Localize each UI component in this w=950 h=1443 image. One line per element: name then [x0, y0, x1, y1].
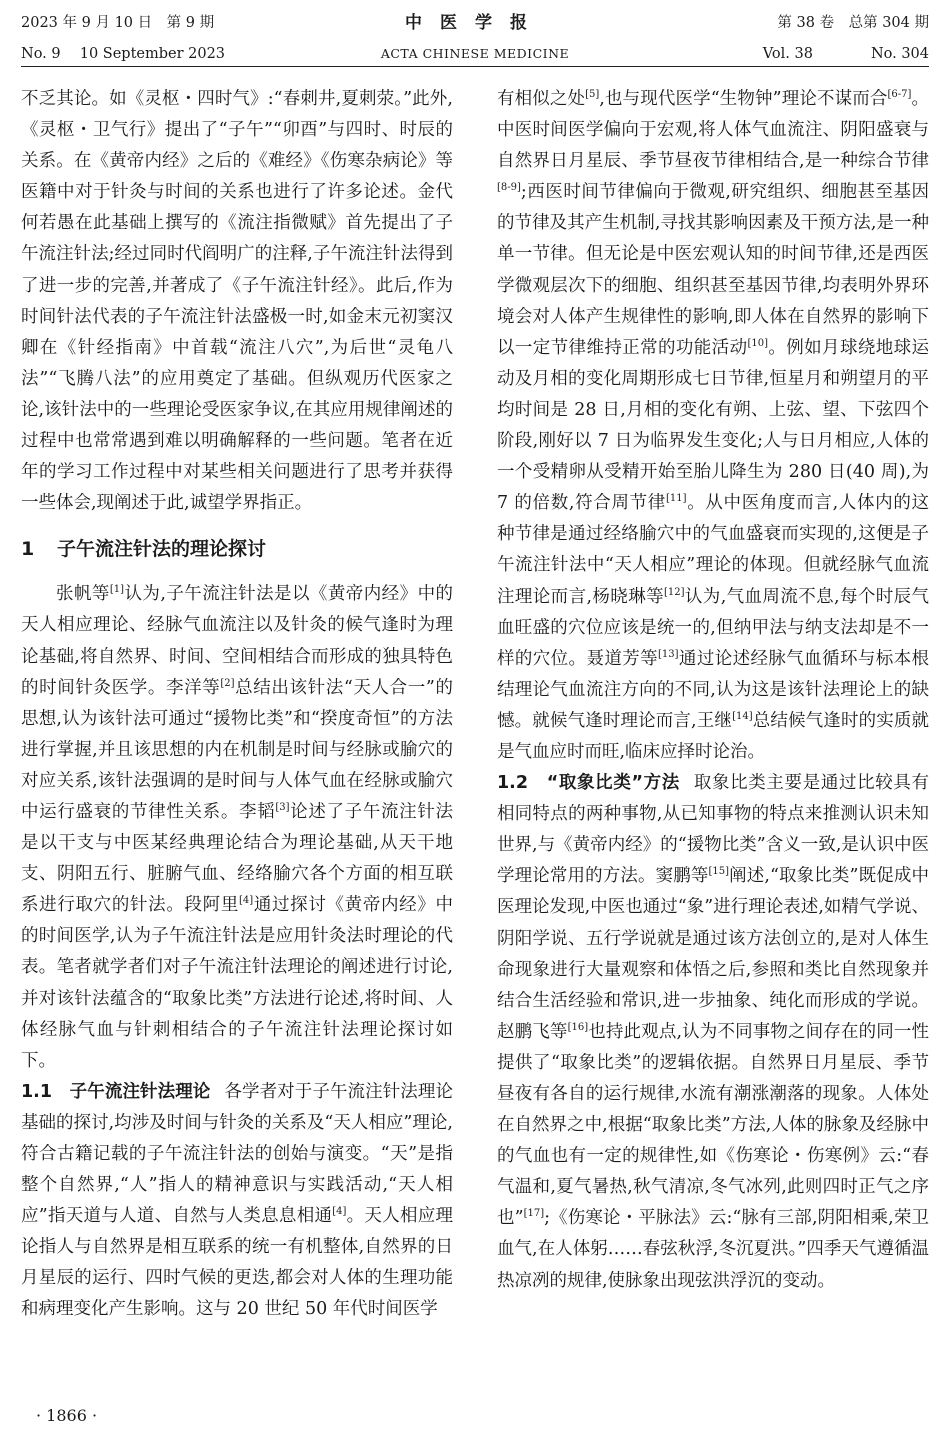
- paragraph: 有相似之处[5],也与现代医学“生物钟”理论不谋而合[6-7]。中医时间医学偏向于宏观,将人体气血流注、阴阳盛衰与自然界日月星辰、季节昼夜节律相结合,是一种综合节律[8-9];西医时间节律偏向于微观,研究组织、细胞甚至基因的节律及其产生机制,寻找其影响因素及干预方法,是一种单一节律。但无论是中医宏观认知的时间节律,还是西医学微观层次下的细胞、组织甚至基因节律,均表明外界环境会对人体产生规律性的影响,即人体在自然界的影响下以一定节律维持正常的功能活动[10]。例如月球绕地球运动及月相的变化周期形成七日节律,恒星月和朔望月的平均时间是 28 日,月相的变化有朔、上弦、望、下弦四个阶段,刚好以 7 日为临界发生变化;人与日月相应,人体的一个受精卵从受精开始至胎儿降生为 280 日(40 周),为 7 的倍数,符合周节律[11]。从中医角度而言,人体内的这种节律是通过经络腧穴中的气血盛衰而实现的,这便是子午流注针法中“天人相应”理论的体现。但就经脉气血流注理论而言,杨晓琳等[12]认为,气血周流不息,每个时辰气血旺盛的穴位应该是统一的,但纳甲法与纳支法却是不一样的穴位。聂道芳等[13]通过论述经脉气血循环与标本根结理论气血流注方向的不同,认为这是该针法理论上的缺憾。就候气逢时理论而言,王继[14]总结候气逢时的实质就是气血应时而旺,临床应择时论治。: [497, 89, 929, 762]
- citation: [11]: [665, 493, 687, 505]
- subsection-paragraph: 1.1 子午流注针法理论 各学者对于子午流注针法理论基础的探讨,均涉及时间与针灸的关系及“天人相应”理论,符合古籍记载的子午流注针法的创始与演变。“天”是指整个自然界,“人”指人的精神意识与实践活动,“天人相应”指天道与人道、自然与人类息息相通[4]。天人相应理论指人与自然界是相互联系的统一有机整体,自然界的日月星辰的运行、四时气候的更迭,都会对人体的生理功能和病理变化产生影响。这与 20 世纪 50 年代时间医学: [21, 1081, 453, 1320]
- section-heading: [21, 533, 453, 565]
- subsection-title: 1.1 子午流注针法理论: [21, 1081, 211, 1102]
- citation: [5]: [585, 89, 600, 100]
- section-number: 1: [21, 538, 35, 561]
- issue-date-en: No. 9 10 September 2023: [21, 46, 226, 62]
- citation: [17]: [523, 1208, 545, 1220]
- section-title: 子午流注针法的理论探讨: [57, 538, 267, 561]
- citation: [3]: [275, 801, 290, 813]
- citation: [12]: [663, 586, 685, 598]
- citation: [4]: [239, 895, 254, 907]
- intro-paragraph: 不乏其论。如《灵枢・四时气》:“春刺井,夏刺荥。”此外,《灵枢・卫气行》提出了“子午”“卯酉”与四时、时辰的关系。在《黄帝内经》之后的《难经》《伤寒杂病论》等医籍中对于针灸与时间的关系也进行了许多论述。金代何若愚在此基础上撰写的《流注指微赋》首先提出了子午流注针法;经过同时代阎明广的注释,子午流注针法得到了进一步的完善,并著成了《子午流注针经》。此后,作为时间针法代表的子午流注针法盛极一时,如金末元初窦汉卿在《针经指南》中首载“流注八穴”,为后世“灵龟八法”“飞腾八法”的应用奠定了基础。但纵观历代医家之论,该针法中的一些理论受医家争议,在其应用规律阐述的过程中也常常遇到难以明确解释的一些问题。笔者在近年的学习工作过程中对某些相关问题进行了思考并获得一些体会,现阐述于此,诚望学界指正。: [21, 89, 453, 514]
- left-column: [21, 84, 453, 1414]
- citation: [14]: [732, 710, 753, 722]
- paragraph: 张帆等[1]认为,子午流注针法是以《黄帝内经》中的天人相应理论、经脉气血流注以及针灸的候气逢时为理论基础,将自然界、时间、空间相结合而形成的独具特色的时间针灸医学。李洋等[2]总结出该针法“天人合一”的思想,认为该针法可通过“援物比类”和“揆度奇恒”的方法进行掌握,并且该思想的内在机制是时间与经脉或腧穴的对应关系,该针法强调的是时间与人体气血在经脉或腧穴中运行盛衰的节律性关系。李韬[3]论述了子午流注针法是以干支与中医某经典理论结合为理论基础,从天干地支、阴阳五行、脏腑气血、经络腧穴各个方面的相互联系进行取穴的针法。段阿里[4]通过探讨《黄帝内经》中的时间医学,认为子午流注针法是应用针灸法时理论的代表。笔者就学者们对子午流注针法理论的阐述进行讨论,并对该针法蕴含的“取象比类”方法进行论述,将时间、人体经脉气血与针刺相结合的子午流注针法理论探讨如下。: [21, 584, 453, 1071]
- subsection-paragraph: 1.2 “取象比类”方法 取象比类主要是通过比较具有相同特点的两种事物,从已知事物的特点来推测认识未知世界,与《黄帝内经》的“援物比类”含义一致,是认识中医学理论常用的方法。窦鹏等[15]阐述,“取象比类”既促成中医理论发现,中医也通过“象”进行理论表述,如精气学说、阴阳学说、五行学说就是通过该方法创立的,是对人体生命现象进行大量观察和体悟之后,参照和类比自然现象并结合生活经验和常识,进一步抽象、纯化而形成的学说。赵鹏飞等[16]也持此观点,认为不同事物之间存在的同一性提供了“取象比类”的逻辑依据。自然界日月星辰、季节昼夜有各自的运行规律,水流有潮涨潮落的现象。人体处在自然界之中,根据“取象比类”方法,人体的脉象及经脉中的气血也有一定的规律性,如《伤寒论・伤寒例》云:“春气温和,夏气暑热,秋气清凉,冬气冰列,此则四时正气之序也”[17];《伤寒论・平脉法》云:“脉有三部,阴阳相乘,荣卫血气,在人体躬……春弦秋浮,冬沉夏洪。”四季天气遵循温热凉冽的规律,使脉象出现弦洪浮沉的变动。: [497, 773, 929, 1291]
- citation: [10]: [747, 337, 768, 349]
- volume-info-cn: 第 38 卷 总第 304 期: [777, 15, 929, 31]
- citation: [2]: [220, 677, 235, 689]
- journal-header-bottom: [21, 45, 929, 65]
- citation: [15]: [708, 866, 730, 878]
- header-rule: [21, 66, 929, 67]
- journal-header-top: [21, 14, 929, 34]
- page-number: · 1866 ·: [36, 1406, 98, 1425]
- citation: [8-9]: [497, 182, 521, 194]
- subsection-title: 1.2 “取象比类”方法: [497, 773, 680, 794]
- citation: [16]: [567, 1021, 589, 1033]
- citation: [4]: [332, 1206, 347, 1218]
- volume-info-en: Vol. 38 No. 304: [762, 46, 929, 62]
- right-column: [497, 84, 929, 1414]
- issue-date: 2023 年 9 月 10 日 第 9 期: [21, 15, 215, 31]
- citation: [6-7]: [887, 89, 912, 100]
- citation: [13]: [658, 648, 679, 660]
- journal-title-en: ACTA CHINESE MEDICINE: [380, 46, 570, 61]
- citation: [1]: [109, 584, 125, 596]
- journal-title-cn: 中医学报: [405, 13, 545, 33]
